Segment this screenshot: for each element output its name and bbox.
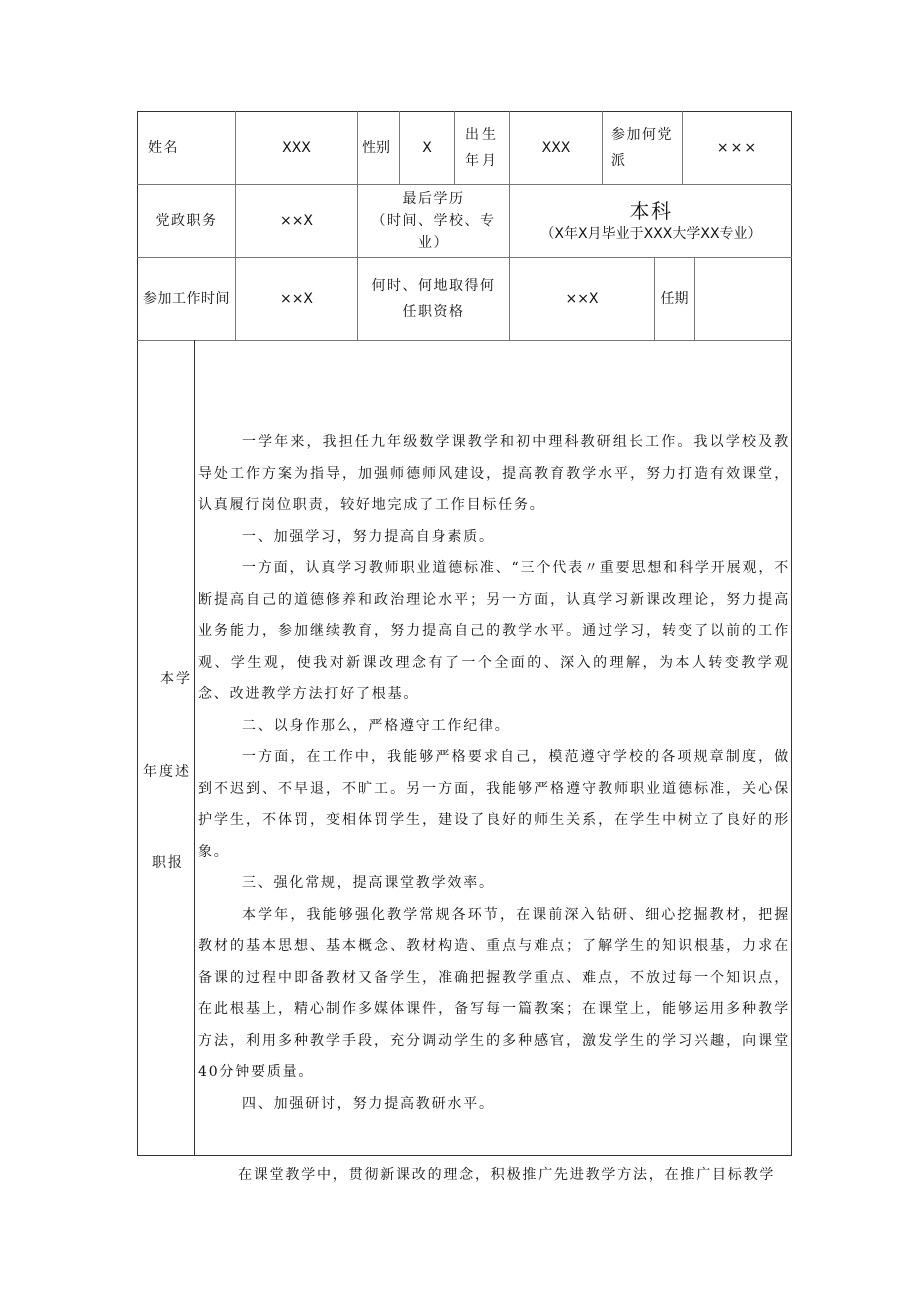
party-value: ××× bbox=[716, 140, 759, 156]
qualification-value: ××X bbox=[565, 291, 599, 307]
gender-value: X bbox=[422, 140, 432, 156]
party-label: 参加何党派 bbox=[611, 127, 673, 169]
report-paragraph: 一方面，认真学习教师职业道德标准、“三个代表〃重要思想和科学开展观，不断提高自己的道德修养和政治理论水平；另一方面，认真学习新课改理论，努力提高业务能力，参加继续教育，努力提高自己的教学水平。通过学习，转变了以前的工作观、学生观，使我对新课改理念有了一个全面的、深入的理解，为本人转变教学观念、改进教学方法打好了根基。 bbox=[198, 560, 790, 702]
term-label: 任期 bbox=[660, 291, 689, 307]
report-side-label-1: 本学 bbox=[160, 671, 192, 687]
gender-label: 性别 bbox=[362, 140, 390, 156]
education-label bbox=[358, 185, 509, 257]
position-value: ××X bbox=[279, 213, 314, 229]
qualification-label: 何时、何地取得何任职资格 bbox=[371, 278, 496, 320]
name-label: 姓名 bbox=[148, 140, 179, 156]
report-paragraph: 本学年，我能够强化教学常规各环节，在课前深入钻研、细心挖掘教材，把握教材的基本思想、基本概念、教材构造、重点与难点；了解学生的知识根基，力求在备课的过程中即备教材又备学生，准确把握教学重点、难点，不放过每一个知识点，在此根基上，精心制作多媒体课件，备写每一篇教案；在课堂上，能够运用多种教学方法，利用多种教学手段，充分调动学生的多种感官，激发学生的学习兴趣，向课堂40分钟要质量。 bbox=[198, 906, 790, 1080]
position-label: 党政职务 bbox=[155, 213, 218, 229]
report-paragraph: 一方面，在工作中，我能够严格要求自己，模范遵守学校的各项规章制度，做到不迟到、不早退，不旷工。另一方面，我能够严格遵守教师职业道德标准，关心保护学生，不体罚，变相体罚学生，建设了良好的师生关系，在学生中树立了良好的形象。 bbox=[198, 749, 790, 860]
birth-date-value: XXX bbox=[541, 140, 571, 156]
annual-report-body bbox=[198, 427, 790, 1120]
report-heading: 二、以身作那么，严格遵守工作纪律。 bbox=[242, 717, 511, 734]
report-heading: 三、强化常规，提高课堂教学效率。 bbox=[242, 875, 495, 891]
row-divider bbox=[137, 340, 792, 341]
education-detail: （X年X月毕业于XXX大学XX专业） bbox=[540, 226, 762, 242]
name-value: XXX bbox=[282, 140, 311, 156]
education-degree: 本科 bbox=[629, 199, 673, 223]
report-heading: 四、加强研讨，努力提高教研水平。 bbox=[242, 1095, 495, 1112]
report-side-label-3: 职报 bbox=[152, 855, 184, 871]
report-paragraph: 一学年来，我担任九年级数学课教学和初中理科教研组长工作。我以学校及教导处工作方案为指导，加强师德师风建设，提高教育教学水平，努力打造有效课堂，认真履行岗位职责，较好地完成了工作目标任务。 bbox=[198, 434, 790, 513]
col-divider bbox=[194, 340, 195, 1156]
work-start-label: 参加工作时间 bbox=[143, 291, 230, 307]
education-label-line2: （时间、学校、专业） bbox=[371, 213, 496, 251]
education-label-line1: 最后学历 bbox=[402, 191, 465, 207]
report-side-label-2: 年度述 bbox=[143, 764, 191, 780]
continuation-text: 在课堂教学中，贯彻新课改的理念，积极推广先进教学方法，在推广目标教学 bbox=[238, 1167, 776, 1183]
report-heading: 一、加强学习，努力提高自身素质。 bbox=[242, 528, 495, 545]
birth-date-label: 出生年月 bbox=[465, 127, 499, 169]
term-value bbox=[695, 258, 792, 340]
work-start-value: ××X bbox=[279, 291, 314, 307]
education-value bbox=[510, 185, 792, 257]
